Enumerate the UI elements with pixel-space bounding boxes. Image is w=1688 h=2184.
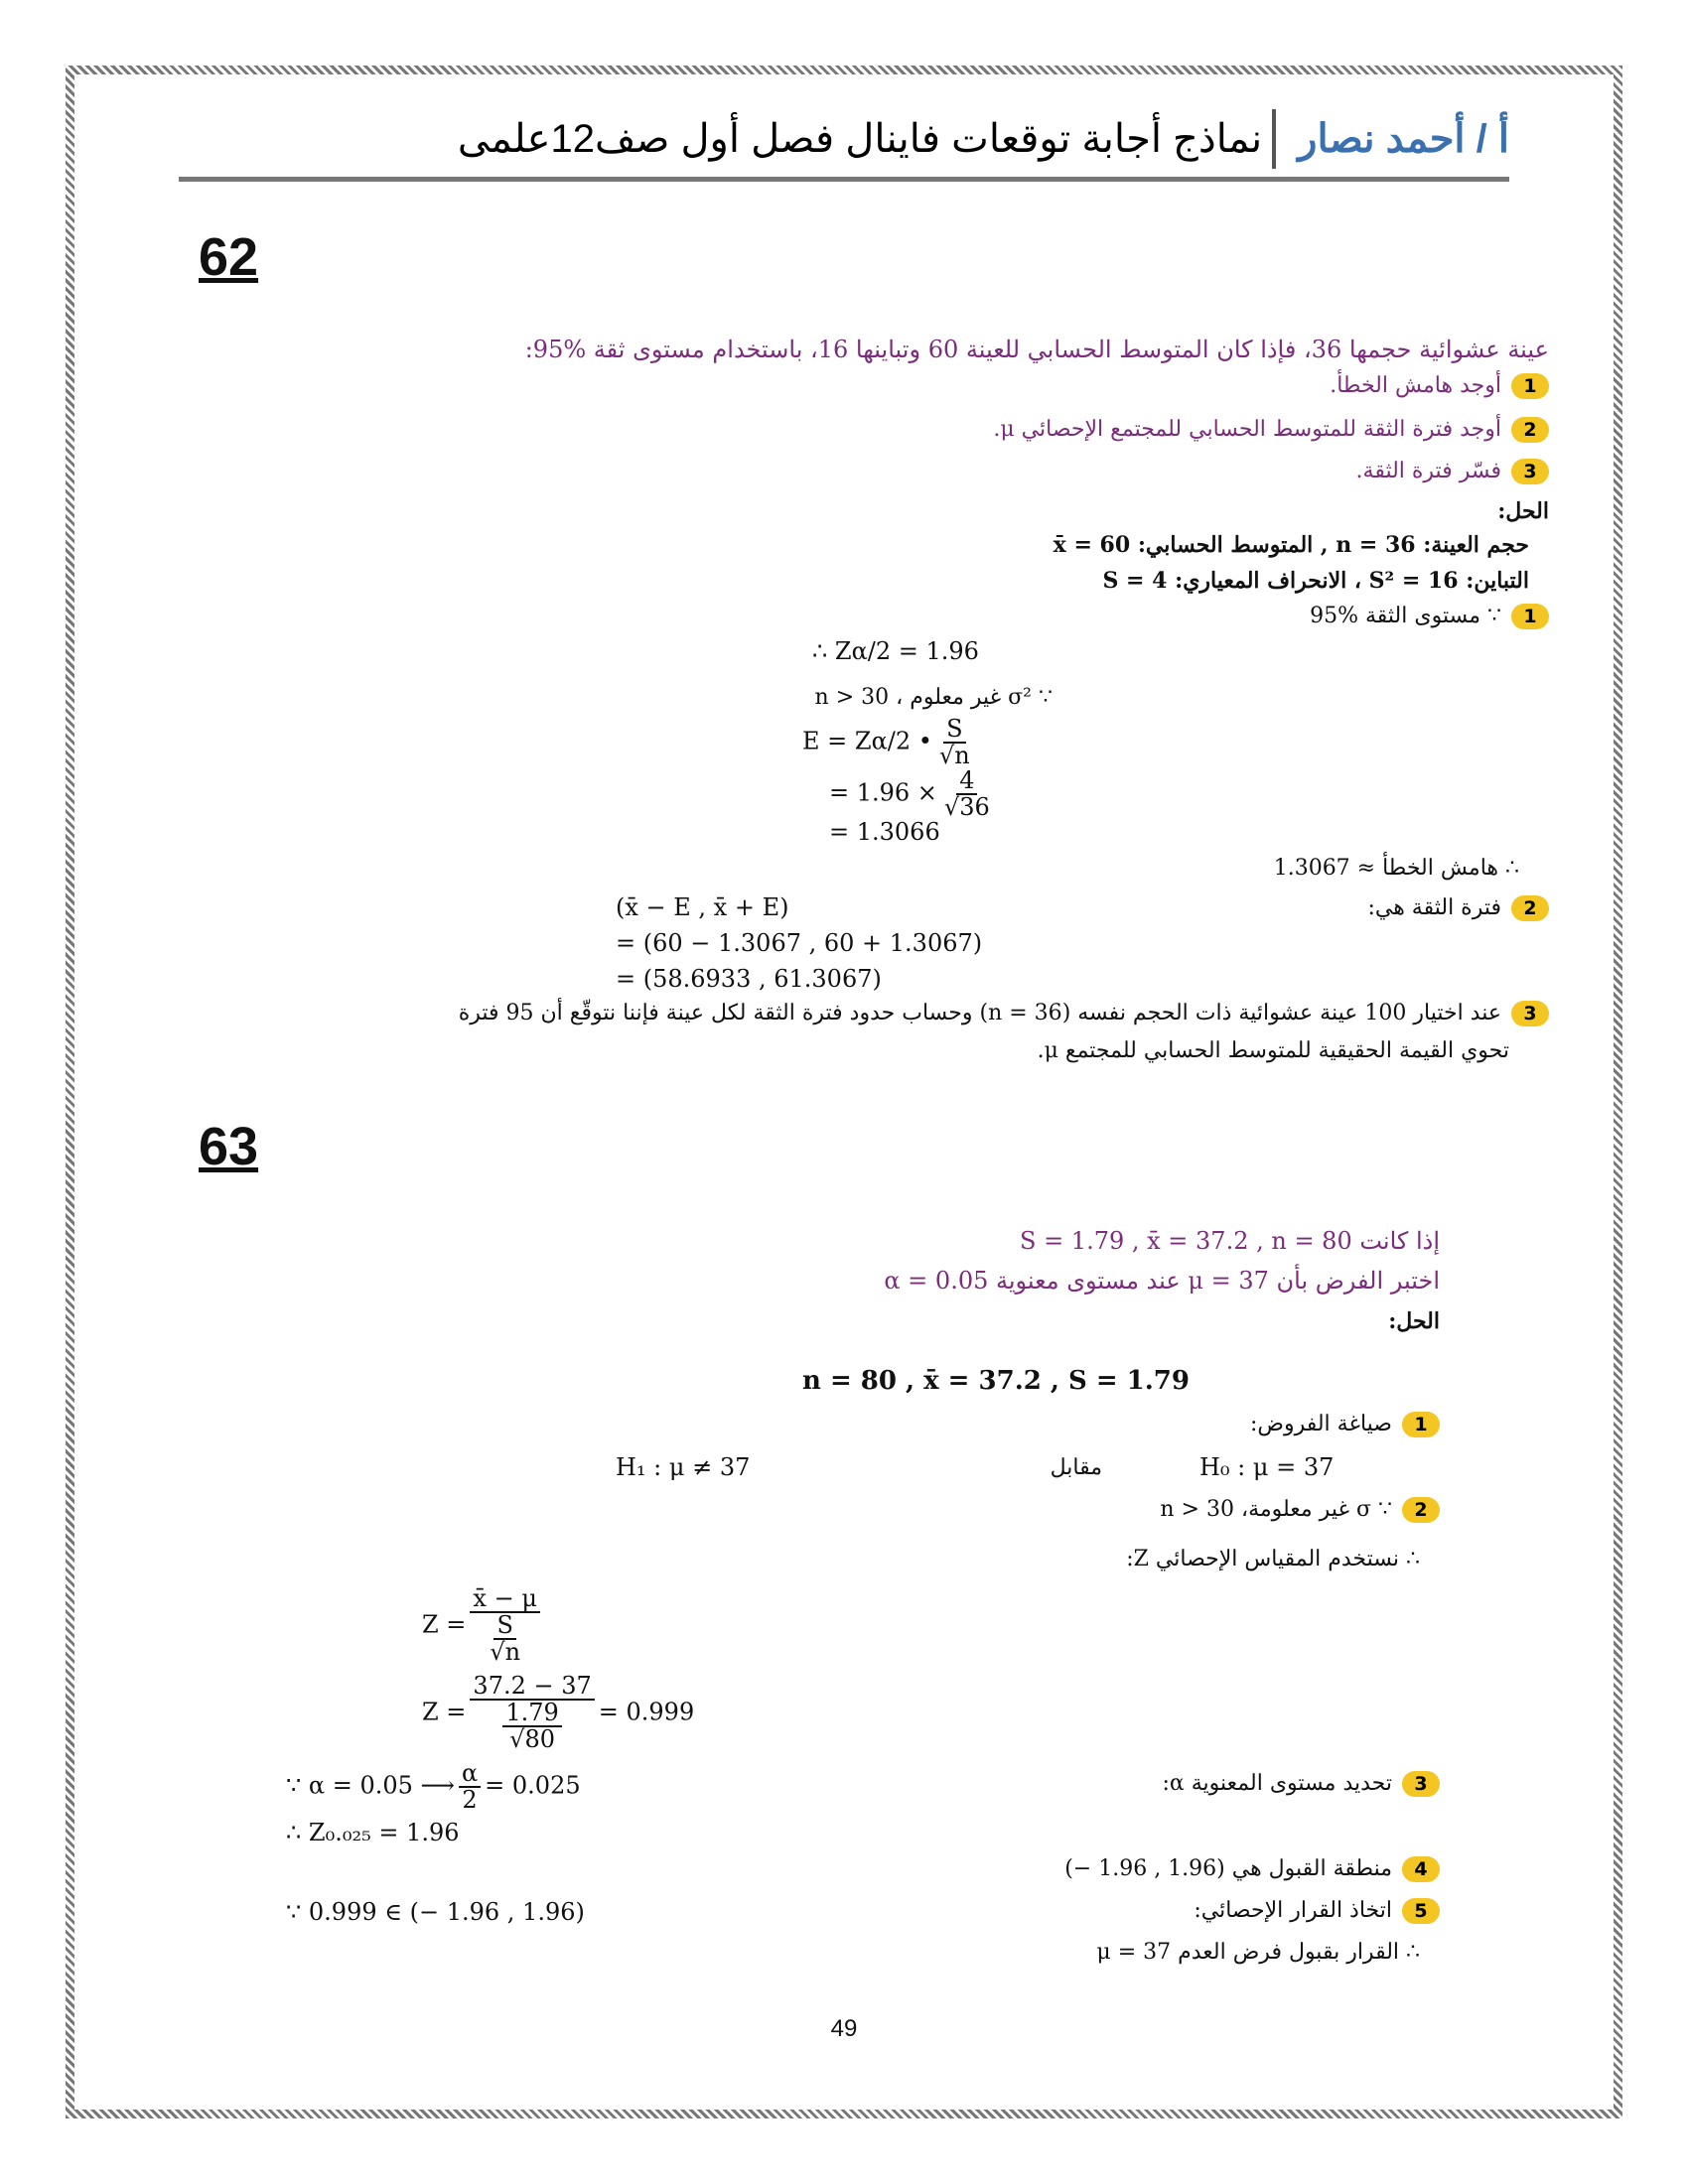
step-badge: 4 [1402, 1856, 1440, 1882]
step-text: صياغة الفروض: [1249, 1412, 1392, 1436]
numerator: 4 [956, 768, 977, 795]
step-badge: 1 [1402, 1412, 1440, 1437]
fraction [459, 1761, 481, 1813]
q63-alpha-half [286, 1761, 581, 1813]
q62-question: عينة عشوائية حجمها 36، فإذا كان المتوسط الحسابي للعينة 60 وتباينها 16، باستخدام مستوى ثقة %95: [524, 336, 1549, 363]
denominator: 2 [462, 1786, 478, 1815]
q62-z-value: ∴ Zα/2 = 1.96 [812, 637, 979, 665]
step-text: تحديد مستوى المعنوية α: [1162, 1771, 1392, 1796]
q62-interval-substituted: = (60 − 1.3067 , 60 + 1.3067) [616, 929, 983, 957]
step-text: عند اختيار 100 عينة عشوائية ذات الحجم نفسه (n = 36) وحساب حدود فترة الثقة لكل عينة فإننا نتوقّع أن 95 فترة [458, 1001, 1501, 1025]
header-separator [1272, 109, 1276, 169]
step-badge: 1 [1511, 373, 1549, 399]
step-badge: 3 [1402, 1771, 1440, 1797]
page-number: 49 [830, 2015, 858, 2042]
q63-step-2 [1160, 1497, 1440, 1523]
numerator: α [459, 1761, 481, 1788]
q63-z-calc [422, 1674, 694, 1753]
document-title: نماذج أجابة توقعات فاينال فصل أول صف12علمى [457, 117, 1263, 161]
denominator: √n [490, 1638, 521, 1667]
author-name: أ / أحمد نصار [1298, 117, 1509, 161]
q62-given-1: حجم العينة: n = 36 , المتوسط الحسابي: x̄ = 60 [1053, 532, 1529, 558]
step-text: اتخاذ القرار الإحصائي: [1194, 1898, 1392, 1923]
part-text: فسّر فترة الثقة. [1355, 459, 1501, 483]
q62-solution-label: الحل: [1497, 498, 1549, 524]
page-header [458, 109, 1509, 169]
denominator: √n [938, 742, 970, 770]
q63-step-1 [1250, 1412, 1440, 1437]
question-number-63: 63 [199, 1117, 259, 1176]
formula-text: E = Zα/2 • [802, 727, 932, 755]
step-badge: 2 [1402, 1497, 1440, 1523]
numerator: S [943, 717, 965, 744]
q63-z-formula [422, 1586, 544, 1666]
q62-step-3 [459, 1001, 1549, 1026]
q62-condition: ∵ σ² غير معلوم ، n > 30 [814, 685, 1053, 710]
q62-part-3 [1356, 459, 1549, 484]
q62-interval-result: = (58.6933 , 61.3067) [616, 965, 882, 993]
formula-result: = 0.999 [598, 1698, 695, 1726]
q62-margin-formula [802, 717, 977, 768]
q62-part-2 [993, 417, 1549, 443]
q62-part-1 [1330, 373, 1549, 399]
q62-step-2 [1367, 895, 1549, 921]
step-badge: 3 [1511, 1001, 1549, 1026]
formula-text: Z = [422, 1698, 467, 1726]
numerator: 37.2 − 37 [470, 1674, 594, 1701]
q63-decision: ∴ القرار بقبول فرض العدم μ = 37 [1096, 1940, 1420, 1965]
step-badge: 2 [1511, 895, 1549, 921]
q63-question-1: إذا كانت S = 1.79 , x̄ = 37.2 , n = 80 [1020, 1227, 1440, 1255]
q63-versus: مقابل [1050, 1455, 1102, 1480]
q62-margin-value: = 1.3066 [829, 818, 940, 846]
q63-null-hypothesis: H₀ : μ = 37 [1199, 1453, 1335, 1481]
step-badge: 5 [1402, 1898, 1440, 1924]
denominator: √80 [509, 1725, 556, 1754]
q62-margin-result: ∴ هامش الخطأ ≈ 1.3067 [1273, 856, 1519, 881]
q63-use-z: ∴ نستخدم المقياس الإحصائي Z: [1126, 1547, 1420, 1571]
q62-step-3-cont: تحوي القيمة الحقيقية للمتوسط الحسابي للمجتمع μ. [1037, 1038, 1509, 1063]
q62-margin-calc [829, 768, 997, 820]
q63-given: n = 80 , x̄ = 37.2 , S = 1.79 [802, 1366, 1190, 1396]
denominator [499, 1701, 564, 1752]
fraction [941, 768, 993, 820]
formula-text: ∵ α = 0.05 ⟶ [286, 1771, 455, 1800]
q62-given-2: التباين: S² = 16 ، الانحراف المعياري: S = 4 [1102, 568, 1529, 594]
q63-z-critical: ∴ Z₀.₀₂₅ = 1.96 [286, 1819, 460, 1846]
denominator [484, 1613, 526, 1665]
q63-solution-label: الحل: [1388, 1308, 1440, 1334]
part-text: أوجد هامش الخطأ. [1330, 373, 1501, 398]
q63-step-5 [1194, 1898, 1440, 1924]
step-badge: 2 [1511, 417, 1549, 443]
q63-decision-math: ∵ 0.999 ∈ (− 1.96 , 1.96) [286, 1898, 585, 1926]
q62-interval-formula: (x̄ − E , x̄ + E) [616, 893, 789, 921]
fraction [470, 1674, 594, 1753]
numerator: x̄ − μ [470, 1586, 540, 1613]
step-badge: 1 [1511, 604, 1549, 629]
step-text: ∵ مستوى الثقة %95 [1310, 604, 1501, 628]
fraction [936, 717, 973, 768]
step-text: ∵ σ غير معلومة، n > 30 [1160, 1497, 1392, 1522]
fraction [502, 1701, 561, 1752]
q63-alt-hypothesis: H₁ : μ ≠ 37 [616, 1453, 751, 1481]
numerator: 1.79 [502, 1701, 561, 1727]
denominator: √36 [943, 793, 990, 822]
numerator: S [493, 1613, 515, 1640]
question-number-62: 62 [199, 227, 259, 287]
fraction [487, 1613, 523, 1665]
formula-result: = 0.025 [485, 1771, 581, 1800]
q63-question-2: اختبر الفرض بأن μ = 37 عند مستوى معنوية α = 0.05 [884, 1267, 1440, 1295]
formula-text: = 1.96 × [829, 778, 937, 807]
step-text: فترة الثقة هي: [1367, 895, 1501, 920]
formula-text: Z = [422, 1610, 467, 1639]
fraction [470, 1586, 540, 1666]
q62-step-1 [1310, 604, 1549, 629]
q63-step-4 [1064, 1856, 1440, 1882]
step-text: منطقة القبول هي (1.96 , 1.96 −) [1064, 1856, 1392, 1881]
header-rule [179, 177, 1509, 182]
part-text: أوجد فترة الثقة للمتوسط الحسابي للمجتمع الإحصائي μ. [993, 417, 1501, 442]
step-badge: 3 [1511, 459, 1549, 484]
q63-step-3 [1162, 1771, 1440, 1797]
